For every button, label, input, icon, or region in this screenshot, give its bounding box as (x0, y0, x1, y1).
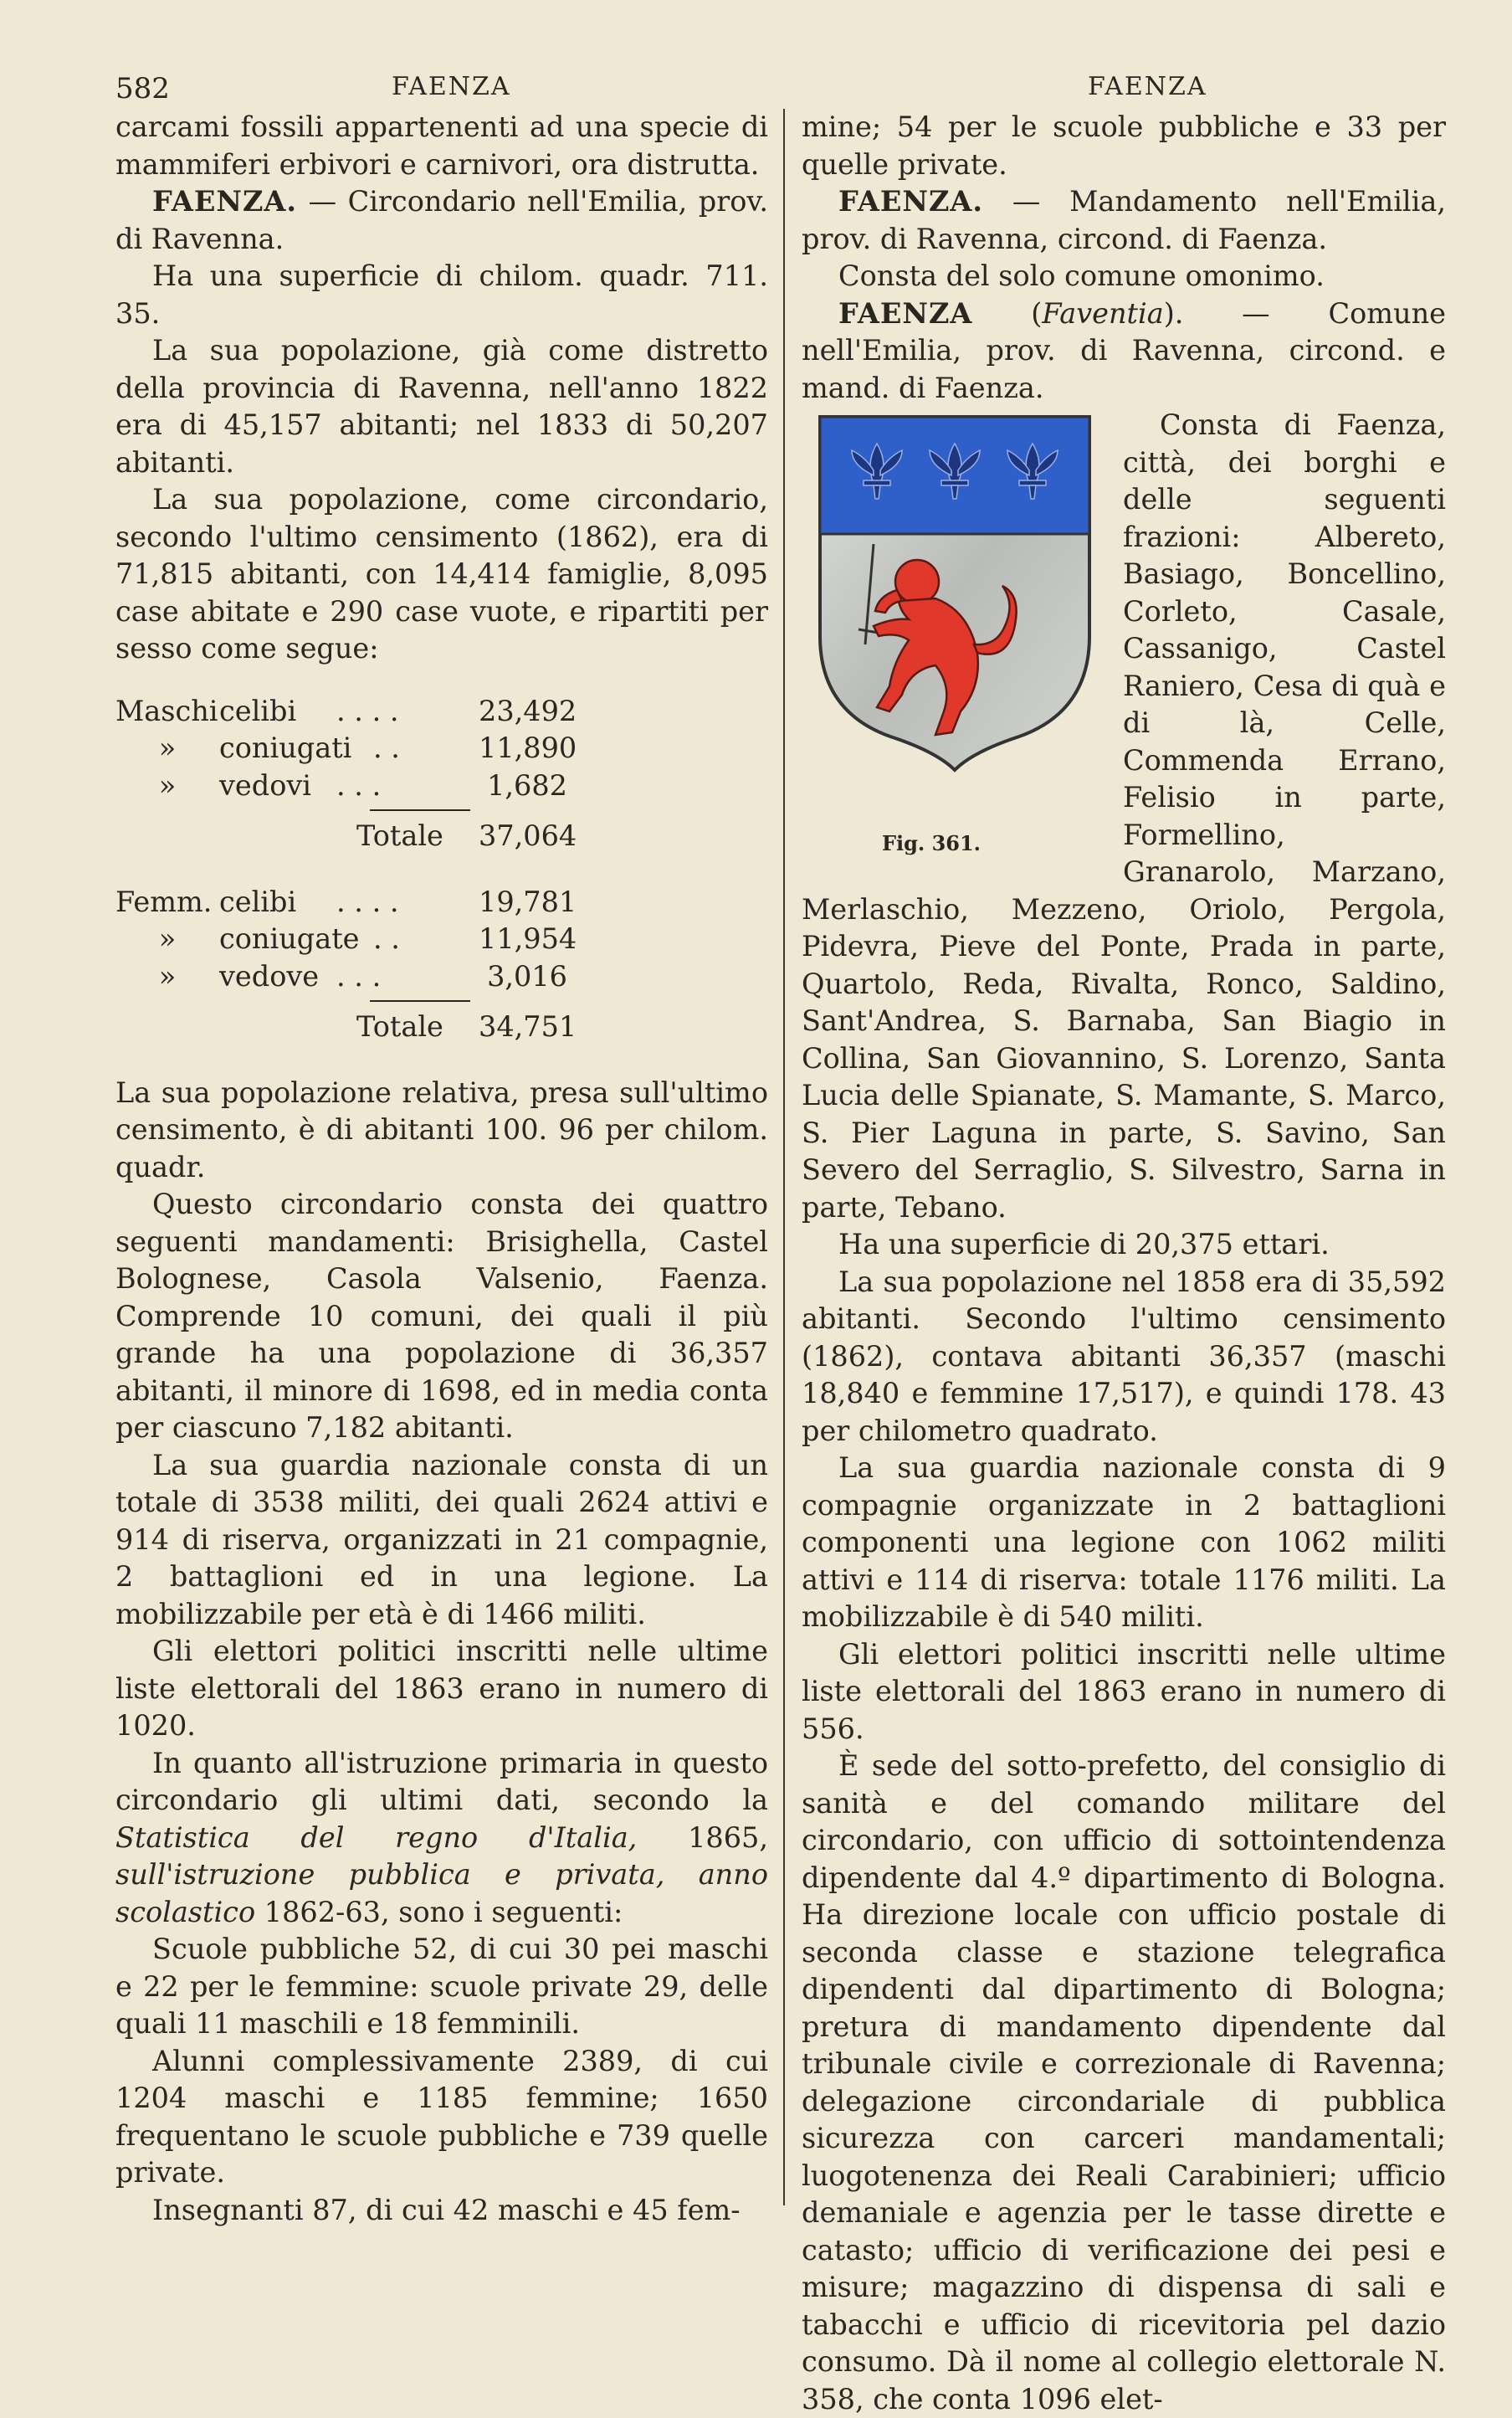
running-head-right: FAENZA (1088, 72, 1207, 101)
row-dots: . . (373, 732, 400, 764)
row-value: 1,682 (487, 768, 567, 802)
paragraph-statistics-source (115, 1745, 768, 1932)
entry-circondario (115, 183, 768, 258)
paragraph: Scuole pubbliche 52, di cui 30 pei maschi e 22 per le femmine: scuole private 29, delle quali 11 maschili e 18 femminili. (115, 1933, 768, 2040)
italic-title: Statistica del regno d'Italia, (115, 1820, 638, 1854)
italic-title: sull'istruzione pubblica e privata, anno scolastico (115, 1858, 768, 1928)
entry-mandamento (802, 183, 1446, 258)
table-row (115, 767, 768, 805)
paragraph: carcami fossili appartenenti ad una specie di mammiferi erbivori e carnivori, ora distrutta. (115, 110, 768, 181)
ditto-mark: » (158, 732, 177, 764)
total-row (115, 818, 768, 855)
paragraph: La sua popolazione, già come distretto della provincia di Ravenna, nell'anno 1822 era di 45,157 abitanti; nel 1833 di 50,207 abitanti. (115, 334, 768, 479)
paragraph: La sua popolazione, come circondario, secondo l'ultimo censimento (1862), era di 71,815 abitanti, con 14,414 famiglie, 8,095 case abitate e 290 case vuote, e ripartiti per sesso come segue: (115, 483, 768, 665)
total-value: 34,751 (479, 1010, 577, 1043)
row-dots: . . . (336, 959, 382, 993)
row-dots: . . (373, 922, 400, 955)
population-table-males (115, 693, 768, 855)
row-dots: . . . . (336, 885, 399, 918)
paragraph: La sua popolazione relativa, presa sull'ultimo censimento, è di abitanti 100. 96 per chilom. quadr. (115, 1076, 768, 1183)
right-column (802, 109, 1446, 2418)
row-label: coniugate (219, 922, 360, 955)
paragraph: Insegnanti 87, di cui 42 maschi e 45 fem- (152, 2193, 741, 2226)
ditto-mark: » (158, 959, 177, 993)
paragraph: La sua popolazione nel 1858 era di 35,592 abitanti. Secondo l'ultimo censimento (1862), contava abitanti 36,357 (maschi 18,840 e femmine 17,517), e quindi 178. 43 per chilometro quadrato. (802, 1265, 1446, 1447)
population-table-females (115, 884, 768, 1046)
row-label: coniugati (219, 732, 352, 764)
paragraph: Ha una superficie di chilom. quadr. 711. 35. (115, 259, 768, 330)
row-value: 19,781 (479, 885, 577, 918)
page-number: 582 (115, 72, 170, 105)
row-dots: . . . (336, 768, 382, 802)
table-row (115, 921, 768, 958)
row-label: celibi (219, 885, 297, 918)
entry-comune: FAENZA (Faventia). — Comune nell'Emilia, prov. di Ravenna, circond. e mand. di Faenza. (802, 296, 1446, 404)
left-column (115, 109, 768, 2229)
text-run: 1865, (637, 1820, 768, 1854)
row-dots: . . . . (336, 694, 399, 727)
paragraph: La sua guardia nazionale consta di 9 compagnie organizzate in 2 battaglioni componenti una legione con 1062 militi attivi e 114 di riserva: totale 1176 militi. La mobilizzabile è di 540 militi. (802, 1451, 1446, 1633)
entry-heading: FAENZA. (838, 185, 984, 218)
total-rule (370, 1000, 470, 1002)
total-row (115, 1009, 768, 1046)
row-prefix: Femm. (115, 885, 213, 918)
row-value: 23,492 (479, 694, 577, 727)
row-value: 11,890 (479, 732, 577, 764)
table-row (115, 730, 768, 767)
total-label: Totale (356, 819, 443, 852)
paragraph: È sede del sotto-prefetto, del consiglio di sanità e del comando militare del circondario, con ufficio di sottointendenza dipendente dal 4.º dipartimento di Bologna. Ha direzione locale con ufficio postale di seconda classe e stazione telegrafica dipendenti dal dipartimento di Bologna; pretura di mandamento dipendente dal tribunale civile e correzionale di Ravenna; delegazione circondariale di pubblica sicurezza con carceri mandamentali; luogotenenza dei Reali Carabinieri; ufficio demaniale e agenzia per le tasse dirette e catasto; ufficio di verificazione dei pesi e misure; magazzino di dispensa di sali e tabacchi e ufficio di ricevitoria pel dazio consumo. Dà il nome al collegio elettorale N. 358, che conta 1096 elet- (802, 1749, 1446, 2415)
paragraph: Alunni complessivamente 2389, di cui 1204 maschi e 1185 femmine; 1650 frequentano le scuole pubbliche e 739 quelle private. (115, 2044, 768, 2189)
entry-heading: FAENZA (838, 296, 973, 330)
row-value: 3,016 (487, 959, 567, 993)
text-run: 1862-63, sono i seguenti: (255, 1895, 623, 1928)
paragraph: Questo circondario consta dei quattro seguenti mandamenti: Brisighella, Castel Bolognese, Casola Valsenio, Faenza. Comprende 10 comuni, dei quali il più grande ha una popolazione di 36,357 abitanti, il minore di 1698, ed in media conta per ciascuno 7,182 abitanti. (115, 1188, 768, 1444)
ditto-mark: » (158, 768, 177, 802)
paragraph: Consta del solo comune omonimo. (838, 259, 1325, 292)
paragraph: Ha una superficie di 20,375 ettari. (838, 1228, 1330, 1260)
table-row (115, 693, 768, 731)
table-row (115, 884, 768, 922)
table-row (115, 958, 768, 996)
text-run: In quanto all'istruzione primaria in questo circondario gli ultimi dati, secondo la (115, 1746, 768, 1816)
latin-name: Faventia (1042, 296, 1164, 330)
row-label: vedove (219, 959, 320, 993)
paragraph: Gli elettori politici inscritti nelle ultime liste elettorali del 1863 erano in numero di 1020. (115, 1635, 768, 1742)
coat-of-arms-image (810, 410, 1099, 778)
total-rule (370, 809, 470, 811)
running-head-left: FAENZA (392, 72, 511, 101)
ditto-mark: » (158, 922, 177, 955)
column-divider (783, 109, 785, 2205)
total-label: Totale (356, 1010, 443, 1043)
paragraph-frazioni: Consta di Faenza, città, dei borghi e delle seguenti frazioni: Albereto, Basiago, Boncellino, Corleto, Casale, Cassanigo, Castel Raniero, Cesa di quà e di là, Celle, Commenda Errano, Felisio in parte, Formellino, Granarolo, Marzano, Merlaschio, Mezzeno, Oriolo, Pergola, Pidevra, Pieve del Ponte, Prada in parte, Quartolo, Reda, Rivalta, Ronco, Saldino, Sant'Andrea, S. Barnaba, San Biagio in Collina, San Giovannino, S. Lorenzo, Santa Lucia delle Spianate, S. Mamante, S. Marco, S. Pier Laguna in parte, S. Savino, San Severo del Serraglio, S. Silvestro, Sarna in parte, Tebano. (802, 408, 1446, 1224)
entry-text: — Mandamento nell'Emilia, prov. di Ravenna, circond. di Faenza. (802, 185, 1446, 255)
row-label: vedovi (219, 768, 312, 802)
paragraph: mine; 54 per le scuole pubbliche e 33 per quelle private. (802, 110, 1446, 181)
figure-coat-of-arms (802, 410, 1103, 875)
row-value: 11,954 (479, 922, 577, 955)
figure-caption: Fig. 361. (881, 830, 982, 855)
row-label: celibi (219, 694, 297, 727)
entry-heading: FAENZA. (152, 185, 298, 218)
paragraph: La sua guardia nazionale consta di un totale di 3538 militi, dei quali 2624 attivi e 914 di riserva, organizzati in 21 compagnie, 2 battaglioni ed in una legione. La mobilizzabile per età è di 1466 militi. (115, 1448, 768, 1630)
total-value: 37,064 (479, 819, 577, 852)
paragraph: Gli elettori politici inscritti nelle ultime liste elettorali del 1863 erano in numero di 556. (802, 1637, 1446, 1745)
entry-text: — Comune nell'Emilia, prov. di Ravenna, circond. e mand. di Faenza. (802, 296, 1446, 404)
row-prefix: Maschi (115, 694, 218, 727)
entry-text: — Circondario nell'Emilia, prov. di Ravenna. (115, 185, 768, 255)
